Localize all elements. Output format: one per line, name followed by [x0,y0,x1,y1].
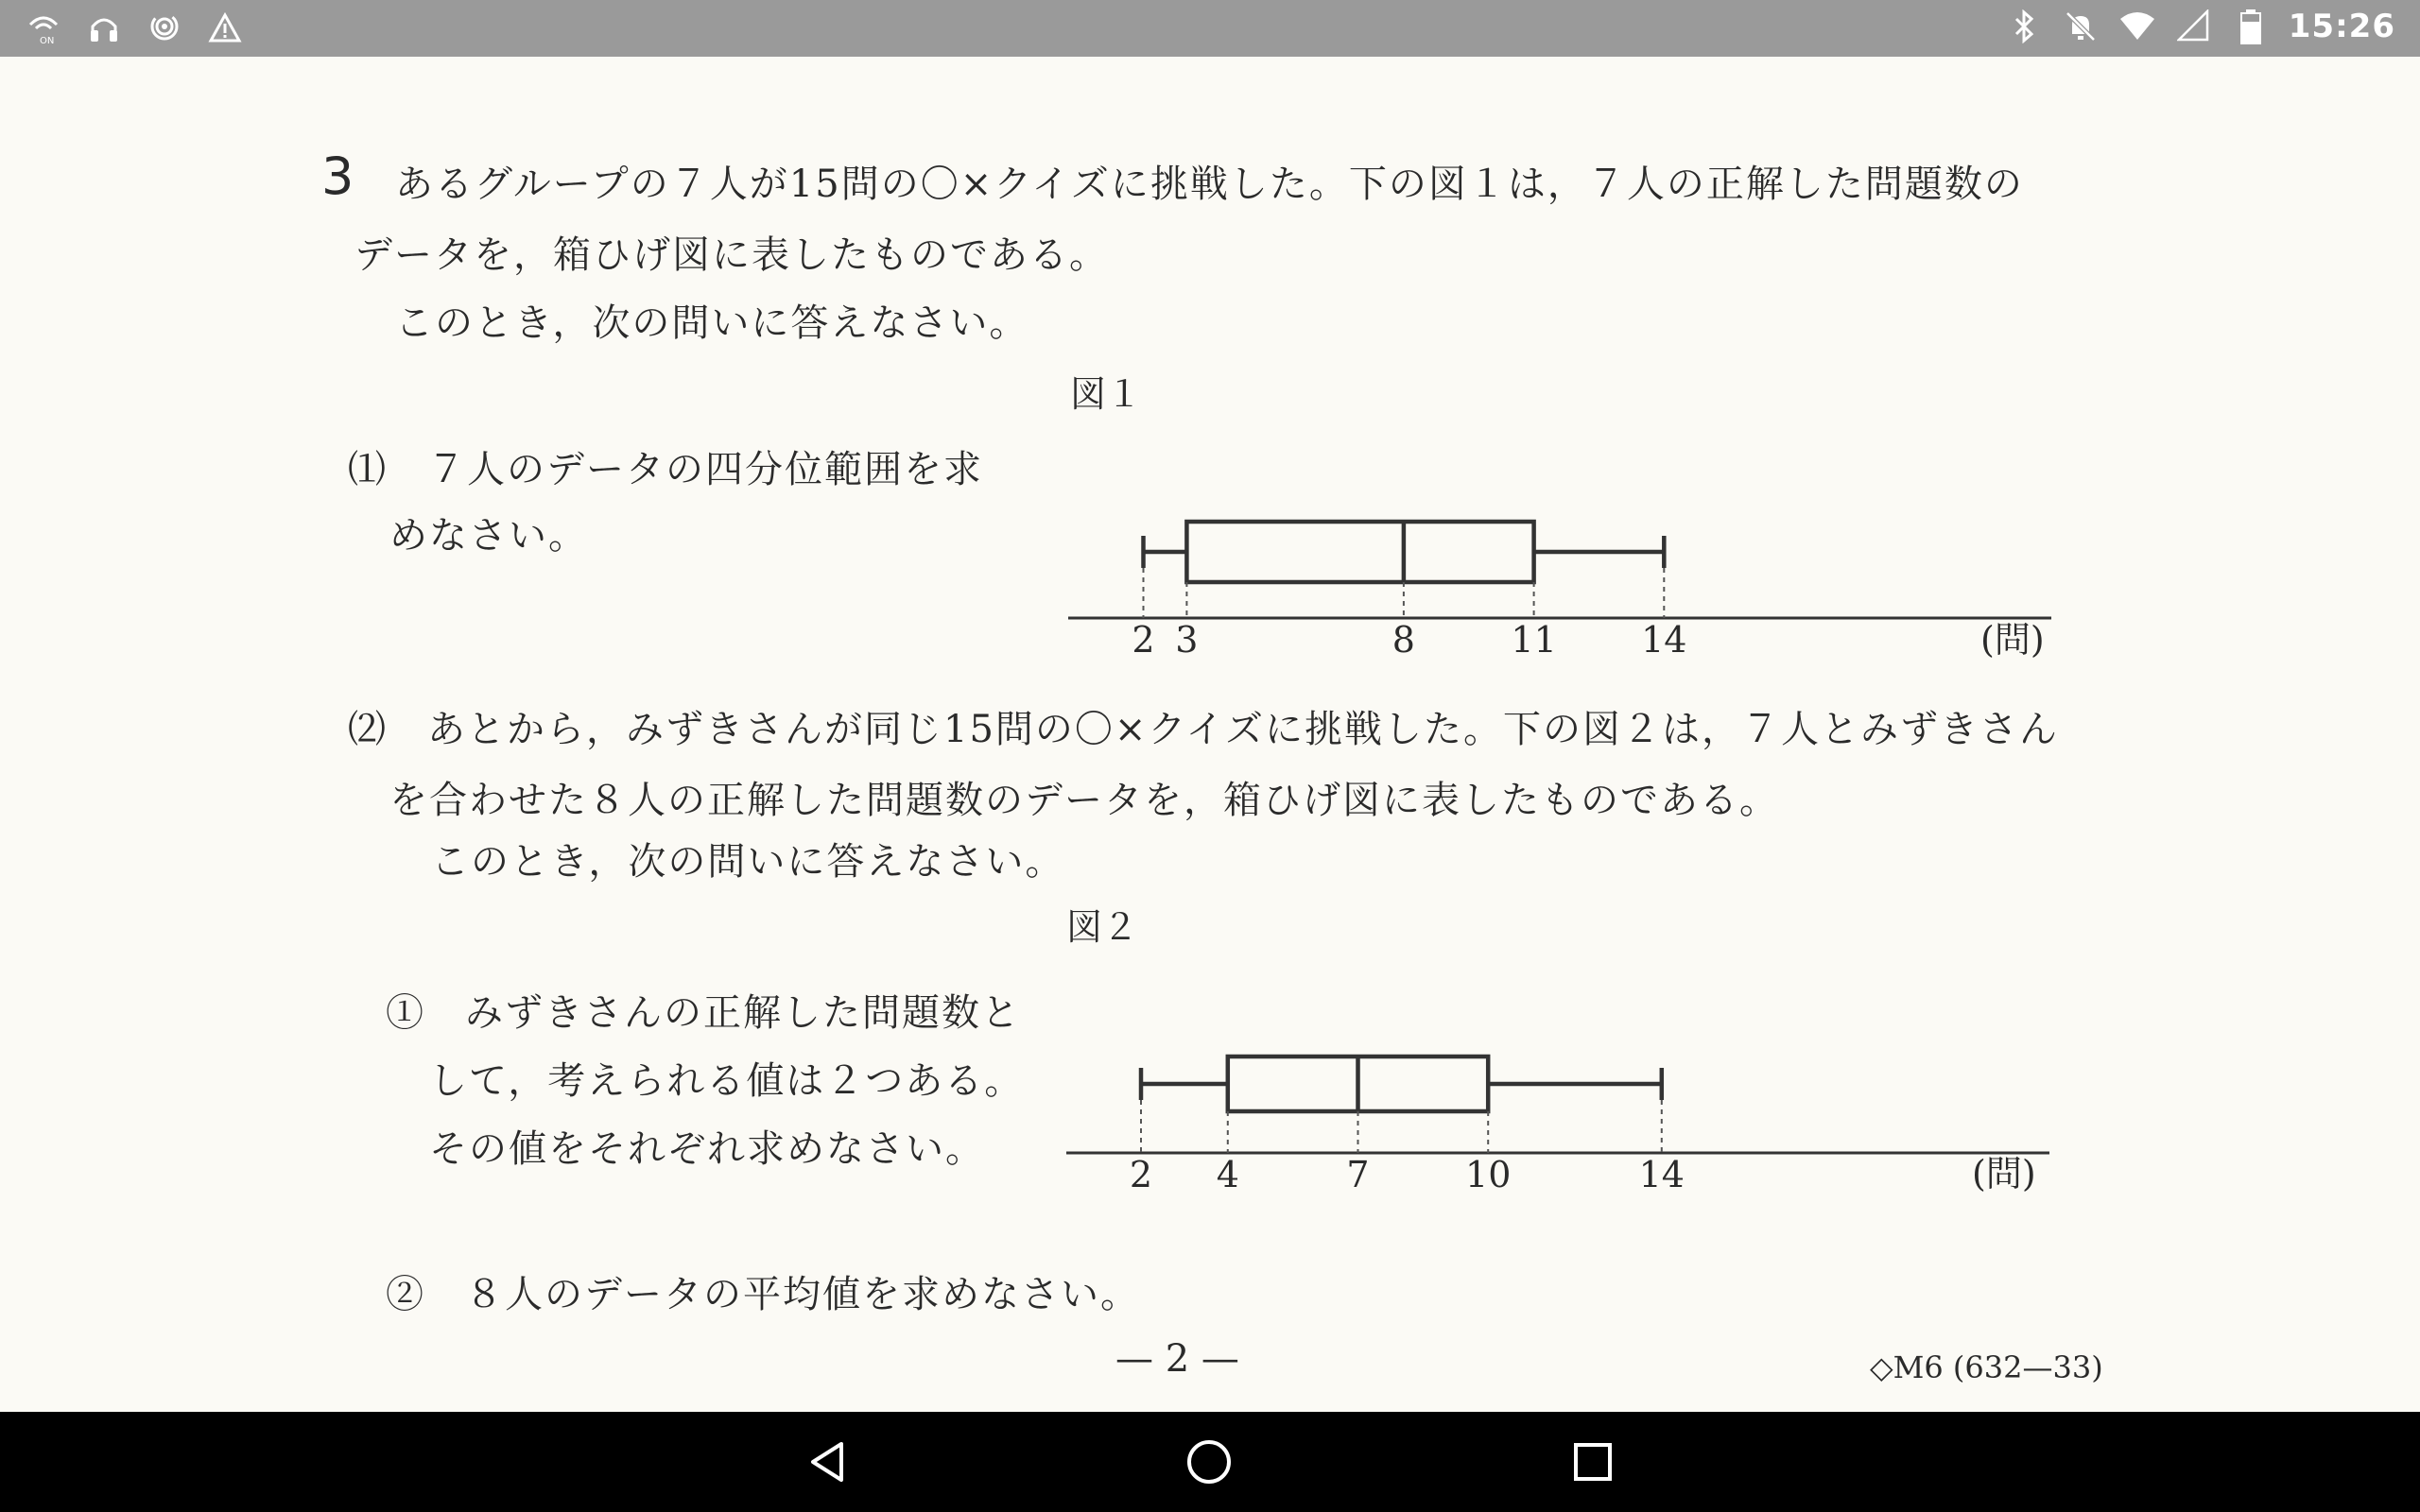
hotspot-icon [146,9,183,47]
svg-text:ON: ON [40,36,55,45]
fig2-tick-label: 4 [1216,1154,1239,1195]
q2-2-line-1: ② ８人のデータの平均値を求めなさい。 [386,1273,1140,1316]
page-number: — 2 — [1115,1337,1239,1381]
back-icon [804,1438,851,1486]
navigation-bar [0,1412,2420,1512]
recents-button[interactable] [1560,1429,1626,1495]
fig1-box [1186,522,1533,582]
intro-line-1: あるグループの７人が15問の〇×クイズに挑戦した。下の図１は，７人の正解した問題数の [395,163,2024,206]
home-icon [1184,1436,1235,1487]
document-code: ◇M6 (632—33) [1870,1349,2103,1385]
mute-icon [2062,8,2100,45]
figure-2-label: 図２ [1066,906,1139,948]
fig2-tick-label: 10 [1465,1154,1512,1195]
fig1-unit: (問) [1980,619,2045,661]
q2-line-2: を合わせた８人の正解した問題数のデータを，箱ひげ図に表したものである。 [389,779,1779,822]
q2-line-1: ⑵ あとから，みずきさんが同じ15問の〇×クイズに挑戦した。下の図２は，７人とみずきさん [348,708,2060,751]
q1-line-1: ⑴ ７人のデータの四分位範囲を求 [348,448,983,491]
nfc-icon [25,9,62,47]
fig2-unit: (問) [1972,1153,2036,1194]
fig1-tick-label: 3 [1175,619,1199,661]
bluetooth-icon [2005,8,2043,45]
status-bar [0,0,2420,57]
fig1-tick-label: 8 [1392,619,1415,661]
figure-2-boxplot [1057,1002,2106,1210]
document-page [0,57,2420,1412]
figure-1-boxplot [1059,472,2108,680]
problem-number: 3 [321,146,354,206]
q2-1-line-2: して，考えられる値は２つある。 [429,1059,1025,1103]
fig2-tick-label: 2 [1129,1154,1153,1195]
recents-icon [1569,1438,1616,1486]
warning-icon [206,9,244,47]
wifi-icon [2118,8,2156,45]
intro-line-2: データを，箱ひげ図に表したものである。 [354,233,1109,277]
fig2-tick-label: 14 [1638,1154,1685,1195]
intro-line-3: このとき，次の問いに答えなさい。 [395,301,1029,345]
q2-line-3: このとき，次の問いに答えなさい。 [431,840,1065,884]
home-button[interactable] [1176,1429,1242,1495]
fig1-tick-label: 2 [1132,619,1155,661]
headset-icon [85,9,123,47]
fig1-tick-label: 11 [1511,619,1557,661]
battery-icon [2232,8,2270,45]
q1-line-2: めなさい。 [389,514,588,558]
figure-1-label: 図１ [1070,373,1143,415]
status-time: 15:26 [2288,8,2395,45]
q2-1-line-1: ① みずきさんの正解した問題数と [386,991,1021,1035]
signal-icon [2175,8,2213,45]
fig1-tick-label: 14 [1641,619,1687,661]
fig2-tick-label: 7 [1346,1154,1370,1195]
q2-1-line-3: その値をそれぞれ求めなさい。 [429,1127,985,1171]
back-button[interactable] [794,1429,860,1495]
